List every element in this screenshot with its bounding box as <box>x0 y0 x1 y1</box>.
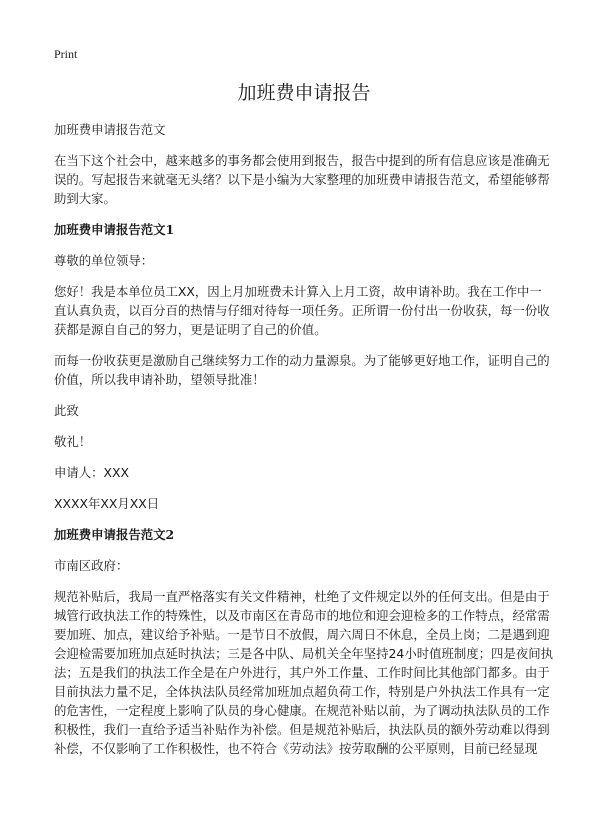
sample1-closing-2: 敬礼！ <box>54 434 92 449</box>
sample2-heading: 加班费申请报告范文2 <box>54 527 175 542</box>
sample1-closing-1: 此致 <box>54 403 79 418</box>
sample1-date: XXXX年XX月XX日 <box>54 496 160 511</box>
sample1-paragraph-1: 您好！我是本单位员工XX，因上月加班费未计算入上月工资，故申请补助。我在工作中一直认真负责，以百分百的热情与仔细对待每一项任务。正所谓一份付出一份收获，每一份收获都是源自自己的努力，更是证明了自己的价值。 <box>54 284 550 337</box>
intro-paragraph: 在当下这个社会中，越来越多的事务都会使用到报告，报告中提到的所有信息应该是准确无误的。写起报告来就毫无头绪？以下是小编为大家整理的加班费申请报告范文，希望能够帮助到大家。 <box>54 153 550 206</box>
sample1-salutation: 尊敬的单位领导： <box>54 253 154 268</box>
sample1-applicant: 申请人：XXX <box>54 465 130 480</box>
sample1-paragraph-2: 而每一份收获更是激励自己继续努力工作的动力量源泉。为了能够更好地工作，证明自己的价值，所以我申请补助，望领导批准！ <box>54 353 550 387</box>
sample1-heading: 加班费申请报告范文1 <box>54 222 175 237</box>
document-body <box>54 78 554 758</box>
sample2-body: 规范补贴后，我局一直严格落实有关文件精神，杜绝了文件规定以外的任何支出。但是由于城管行政执法工作的特殊性，以及市南区在青岛市的地位和迎会迎检多的工作特点，经常需要加班、加点，建议给予补贴。一是节日不放假，周六周日不休息，全员上岗；二是遇到迎会迎检需要加班加点延时执法；三是各中队、局机关全年坚持24小时值班制度；四是夜间执法；五是我们的执法工作全是在户外进行，其户外工作量、工作时间比其他部门都多。由于目前执法力量不足，全体执法队员经常加班加点超负荷工作，特别是户外执法工作具有一定的危害性，一定程度上影响了队员的身心健康。在规范补贴以前，为了调动执法队员的工作积极性，我们一直给予适当补贴作为补偿。但是规范补贴后，执法队员的额外劳动难以得到补偿，不仅影响了工作积极性，也不符合《劳动法》按劳取酬的公平原则，目前已经显现 <box>54 589 554 756</box>
print-link[interactable]: Print <box>54 47 78 61</box>
sample2-salutation: 市南区政府： <box>54 558 129 573</box>
document-subtitle: 加班费申请报告范文 <box>54 122 166 137</box>
document-title: 加班费申请报告 <box>237 82 371 104</box>
